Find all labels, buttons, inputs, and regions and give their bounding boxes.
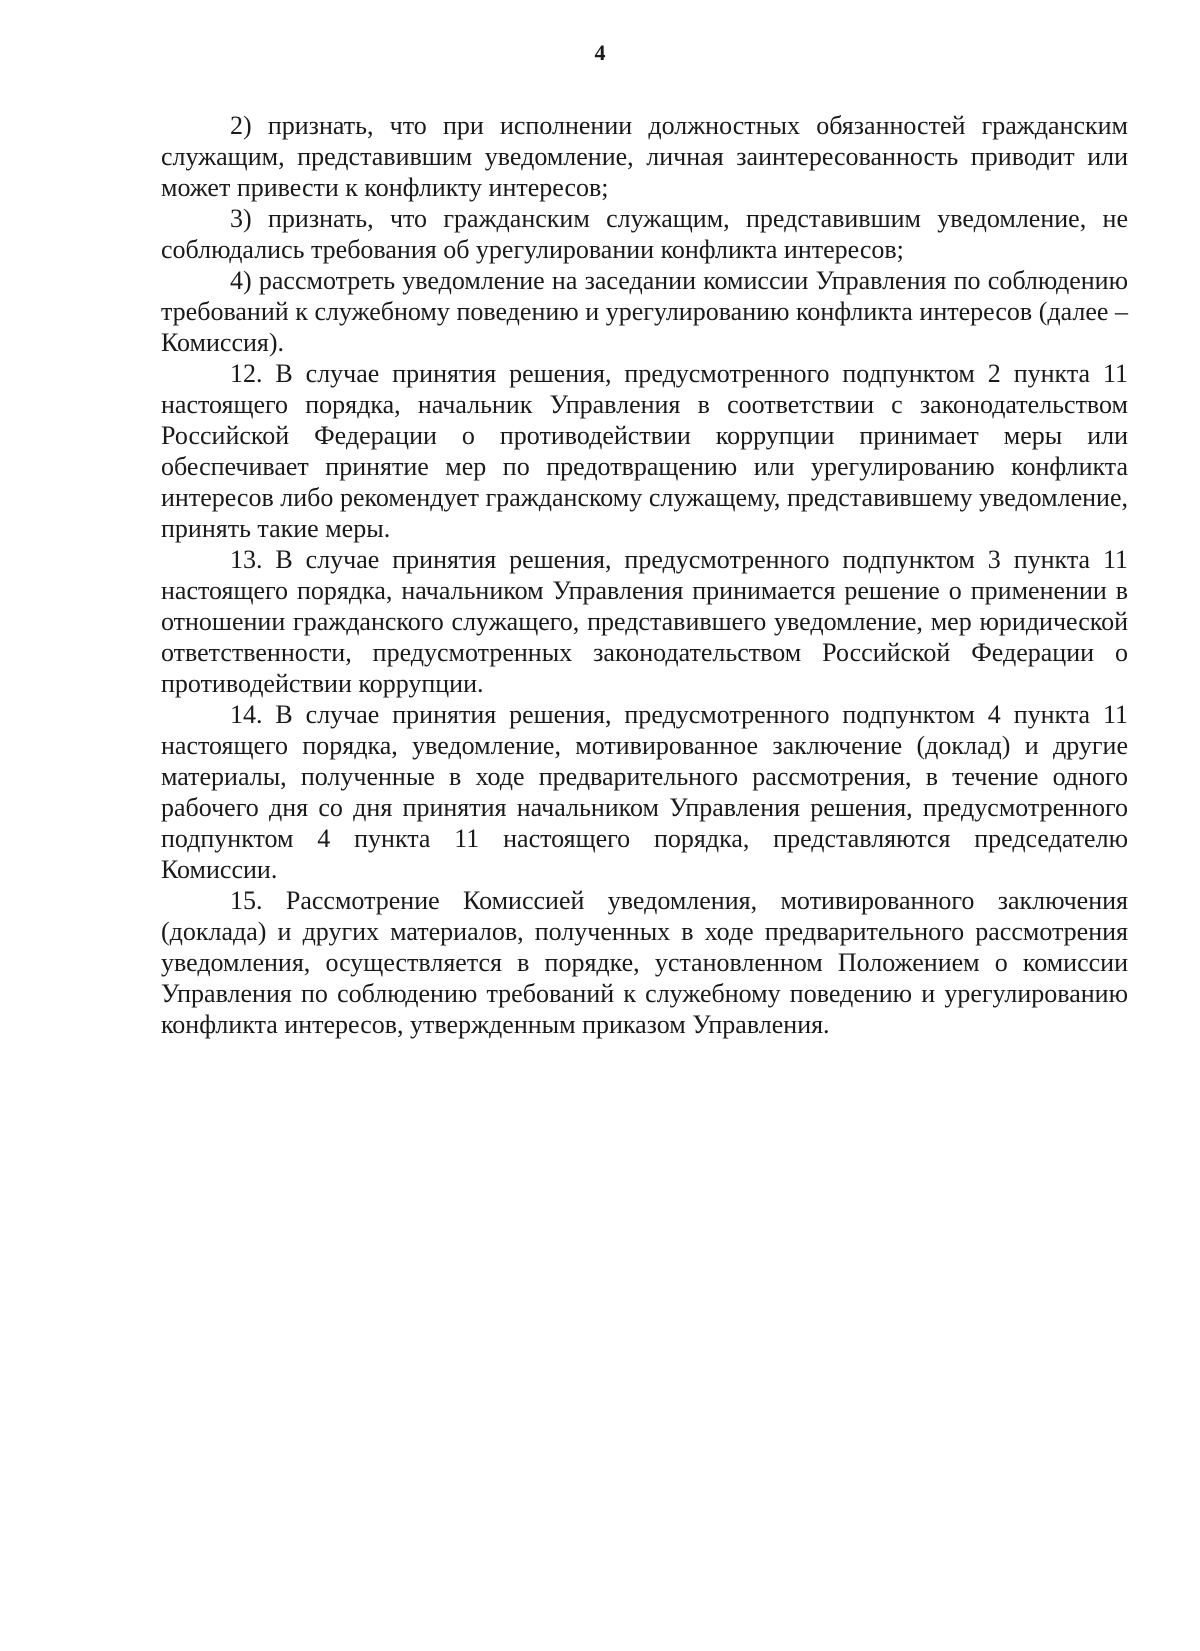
paragraph-clause-15: 15. Рассмотрение Комиссией уведомления, мотивированного заключения (доклада) и других материалов, полученных в ходе предварительного рассмотрения уведомления, осуществляется в порядке, установленном Положением о комиссии Управления по соблюдению требований к служебному поведению и урегулированию конфликта интересов, утвержденным приказом Управления.	[161, 886, 1128, 1039]
paragraph-item-4: 4) рассмотреть уведомление на заседании комиссии Управления по соблюдению требований к служебному поведению и урегулированию конфликта интересов (далее – Комиссия).	[161, 266, 1128, 357]
document-body	[161, 110, 1128, 1040]
paragraph-item-2: 2) признать, что при исполнении должностных обязанностей гражданским служащим, представившим уведомление, личная заинтересованность приводит или может привести к конфликту интересов;	[161, 111, 1128, 202]
paragraph-clause-12: 12. В случае принятия решения, предусмотренного подпунктом 2 пункта 11 настоящего порядка, начальник Управления в соответствии с законодательством Российской Федерации о противодействии коррупции принимает меры или обеспечивает принятие мер по предотвращению или урегулированию конфликта интересов либо рекомендует гражданскому служащему, представившему уведомление, принять такие меры.	[161, 359, 1128, 543]
paragraph-item-3: 3) признать, что гражданским служащим, представившим уведомление, не соблюдались требования об урегулировании конфликта интересов;	[161, 204, 1128, 264]
paragraph-clause-14: 14. В случае принятия решения, предусмотренного подпунктом 4 пункта 11 настоящего порядка, уведомление, мотивированное заключение (доклад) и другие материалы, полученные в ходе предварительного рассмотрения, в течение одного рабочего дня со дня принятия начальником Управления решения, предусмотренного подпунктом 4 пункта 11 настоящего порядка, представляются председателю Комиссии.	[161, 700, 1128, 884]
paragraph-clause-13: 13. В случае принятия решения, предусмотренного подпунктом 3 пункта 11 настоящего порядка, начальником Управления принимается решение о применении в отношении гражданского служащего, представившего уведомление, мер юридической ответственности, предусмотренных законодательством Российской Федерации о противодействии коррупции.	[161, 545, 1128, 698]
page-number: 4	[594, 40, 606, 65]
